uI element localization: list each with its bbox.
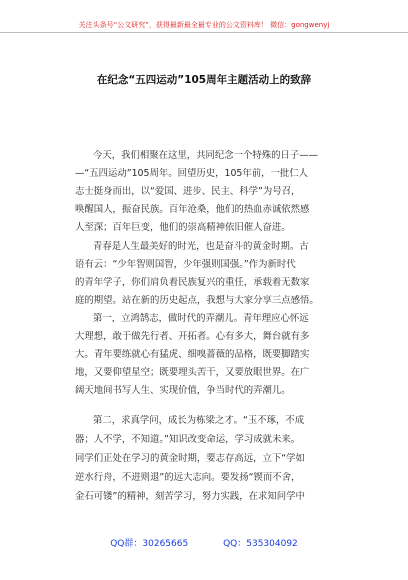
paragraph-line: 金石可镂”的精神，刻苦学习，努力实践，在求知问学中 — [75, 491, 305, 502]
paragraph-line: —“五四运动”105周年。回望历史，105年前，一批仁人 — [75, 168, 309, 179]
paragraph-line: 阔天地间书写人生、实现价值，争当时代的弄潮儿。 — [75, 385, 291, 396]
paragraph-line: 志士挺身而出，以“爱国、进步、民主、科学”为号召， — [75, 186, 301, 197]
footer-qq: QQ：535304092 — [223, 539, 298, 549]
paragraph-line: 大理想，敢于做先行者、开拓者。心有多大，舞台就有多 — [75, 331, 310, 342]
paragraph-line: 地，又要仰望星空；既要埋头苦干，又要放眼世界。在广 — [75, 367, 310, 378]
paragraph-line: 人至深；百年巨变，他们的崇高精神依旧催人奋进。 — [75, 222, 291, 233]
header-notice: 关注头条号“公文研究”，获得最新最全最专业的公文资料库！ 微信：gongwenyj — [78, 21, 330, 29]
paragraph-line: 青春是人生最美好的时光，也是奋斗的黄金时期。古 — [93, 241, 309, 252]
footer-contact — [0, 536, 408, 549]
paragraph-line: 逆水行舟，不进则退”的远大志向。要发扬“锲而不舍， — [75, 472, 301, 483]
paragraph-line: 器；人不学，不知道。”知识改变命运，学习成就未来。 — [75, 434, 301, 445]
paragraph-line: 大。青年要练就心有猛虎、细嗅蔷薇的品格，既要脚踏实 — [75, 349, 310, 360]
paragraph-line: 今天，我们相聚在这里，共同纪念一个特殊的日子—— — [93, 150, 319, 161]
paragraph-line: 庭的期望。站在新的历史起点，我想与大家分享三点感悟。 — [75, 295, 319, 306]
footer-qq-group: QQ群：30265665 — [110, 539, 189, 549]
paragraph-line: 语有云：“少年智则国智，少年强则国强。”作为新时代 — [75, 259, 296, 270]
paragraph-line: 第一，立鸿鹄志，做时代的弄潮儿。青年理应心怀远 — [93, 313, 309, 324]
paragraph-line: 第二，求真学问，成长为栋梁之才。“玉不琢，不成 — [93, 415, 305, 426]
paragraph-line: 唤醒国人，振奋民族。百年沧桑，他们的热血赤诚依然感 — [75, 204, 310, 215]
paragraph-line: 同学们正处在学习的黄金时期，要志存高远，立下“学如 — [75, 453, 305, 464]
document-title: 在纪念“五四运动”105周年主题活动上的致辞 — [96, 74, 312, 86]
paragraph-line: 的青年学子，你们肩负着民族复兴的重任，承载着无数家 — [75, 277, 310, 288]
header-divider — [0, 32, 408, 33]
